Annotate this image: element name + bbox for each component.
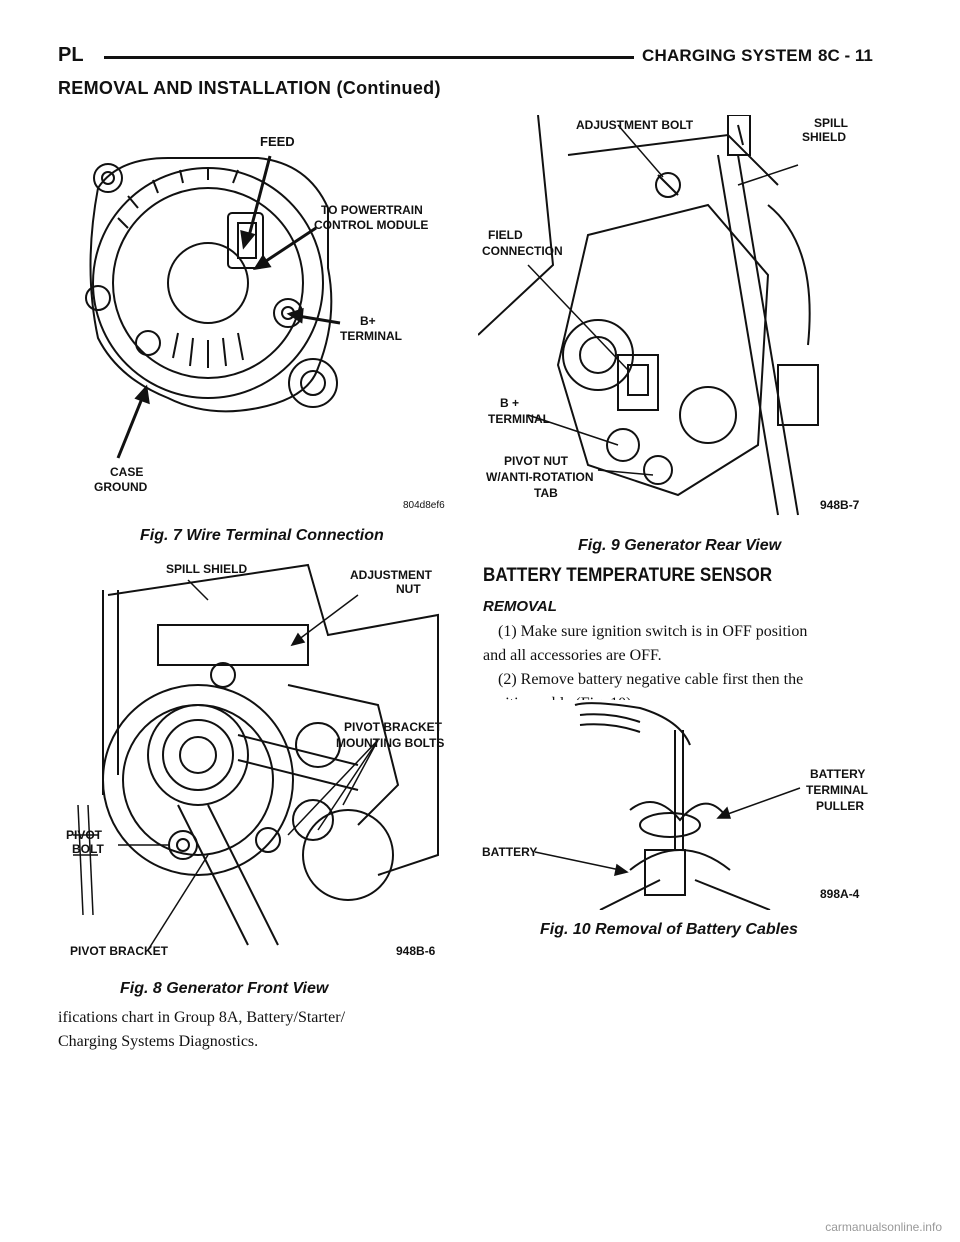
fig9-label-bplus-2: TERMINAL [488, 412, 550, 426]
header-left-code: PL [58, 44, 84, 66]
step2-line1: (2) Remove battery negative cable first then the [498, 671, 804, 688]
fig10-code: 898A-4 [820, 887, 860, 901]
figure-8-generator-front-view [58, 555, 468, 965]
fig10-caption: Fig. 10 Removal of Battery Cables [540, 921, 798, 938]
header-section-title: CHARGING SYSTEM [642, 46, 813, 65]
left-column-text-line2: Charging Systems Diagnostics. [58, 1033, 259, 1050]
fig8-label-pivot-bracket: PIVOT BRACKET [70, 944, 169, 958]
fig7-label-pcm-2: CONTROL MODULE [314, 218, 429, 232]
fig7-label-pcm-1: TO POWERTRAIN [321, 203, 423, 217]
removal-subheading: REMOVAL [483, 598, 557, 615]
fig7-label-feed: FEED [260, 134, 295, 149]
section-continued-heading: REMOVAL AND INSTALLATION (Continued) [58, 78, 441, 98]
figure-10-removal-of-battery-cables [480, 700, 880, 910]
fig8-label-adj-1: ADJUSTMENT [350, 568, 433, 582]
fig9-label-spill-1: SPILL [814, 116, 849, 130]
fig9-label-bplus-1: B + [500, 396, 520, 410]
fig7-label-bplus-2: TERMINAL [340, 329, 402, 343]
fig8-label-pbmb-2: MOUNTING BOLTS [336, 736, 445, 750]
step1-line1: (1) Make sure ignition switch is in OFF position [498, 623, 808, 640]
fig9-label-pivot-2: W/ANTI-ROTATION [486, 470, 594, 484]
fig9-label-field-2: CONNECTION [482, 244, 563, 258]
fig9-label-adj-bolt: ADJUSTMENT BOLT [576, 118, 694, 132]
left-column-text-line1: ifications chart in Group 8A, Battery/Starter/ [58, 1009, 346, 1026]
fig9-code: 948B-7 [820, 498, 860, 512]
battery-temperature-sensor-heading: BATTERY TEMPERATURE SENSOR [483, 565, 773, 586]
fig7-label-case-2: GROUND [94, 480, 148, 494]
fig9-caption: Fig. 9 Generator Rear View [578, 537, 782, 554]
fig9-label-pivot-1: PIVOT NUT [504, 454, 569, 468]
fig10-label-battery: BATTERY [482, 845, 538, 859]
step2-line2: positive cable (Fig. 10). [483, 695, 636, 712]
fig8-label-pivot-bolt-1: PIVOT [66, 828, 103, 842]
fig9-label-spill-2: SHIELD [802, 130, 847, 144]
header-rule [104, 56, 634, 59]
fig8-label-pbmb-1: PIVOT BRACKET [344, 720, 443, 734]
fig8-label-spill-shield: SPILL SHIELD [166, 562, 248, 576]
footer-watermark: carmanualsonline.info [825, 1220, 942, 1234]
fig8-label-adj-2: NUT [396, 582, 421, 596]
fig10-label-puller-1: BATTERY [810, 767, 866, 781]
fig7-code: 804d8ef6 [403, 500, 445, 511]
fig7-label-case-1: CASE [110, 465, 144, 479]
fig10-label-puller-2: TERMINAL [806, 783, 868, 797]
fig9-label-pivot-3: TAB [534, 486, 558, 500]
figure-9-generator-rear-view [478, 115, 878, 525]
fig9-label-field-1: FIELD [488, 228, 523, 242]
header-page-number: 8C - 11 [818, 46, 873, 65]
fig8-caption: Fig. 8 Generator Front View [120, 980, 329, 997]
fig8-label-pivot-bolt-2: BOLT [72, 842, 104, 856]
fig7-caption: Fig. 7 Wire Terminal Connection [140, 527, 384, 544]
figure-7-wire-terminal-connection [58, 118, 468, 518]
fig7-label-bplus-1: B+ [360, 314, 376, 328]
fig10-label-puller-3: PULLER [816, 799, 864, 813]
fig8-code: 948B-6 [396, 944, 436, 958]
step1-line2: and all accessories are OFF. [483, 647, 662, 664]
